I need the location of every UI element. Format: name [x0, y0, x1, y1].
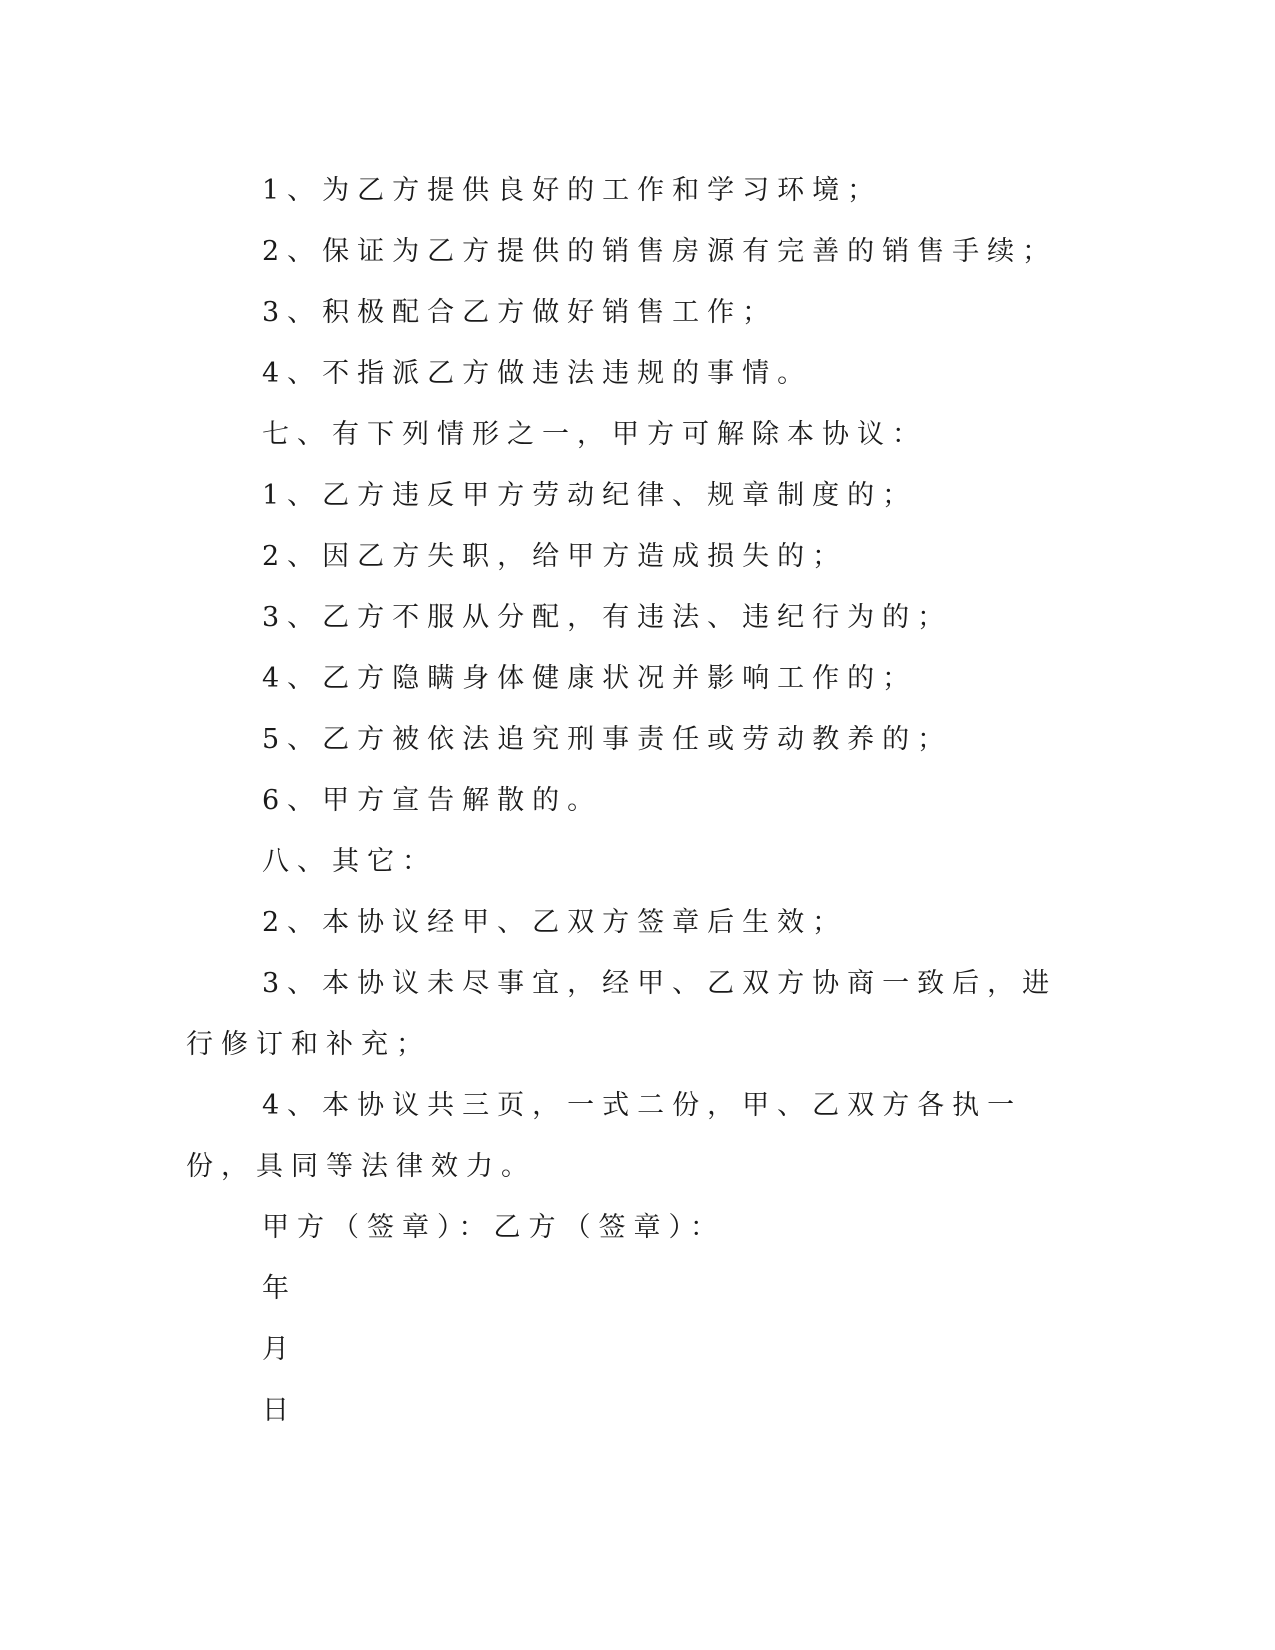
date-day-label: 日 [262, 1395, 297, 1426]
clause-paragraph: 2、因乙方失职，给甲方造成损失的； [262, 541, 848, 572]
document-body [186, 160, 1066, 1441]
section-heading: 八、其它： [262, 846, 437, 877]
section-heading: 七、有下列情形之一，甲方可解除本协议： [262, 419, 927, 450]
clause-paragraph: 6、甲方宣告解散的。 [262, 785, 603, 816]
clause-paragraph: 2、本协议经甲、乙双方签章后生效； [262, 907, 848, 938]
clause-paragraph: 4、乙方隐瞒身体健康状况并影响工作的； [262, 663, 918, 694]
clause-paragraph: 1、乙方违反甲方劳动纪律、规章制度的； [262, 480, 918, 511]
clause-paragraph: 3、积极配合乙方做好销售工作； [262, 297, 778, 328]
clause-paragraph: 4、不指派乙方做违法违规的事情。 [262, 358, 813, 389]
clause-paragraph: 1、为乙方提供良好的工作和学习环境； [262, 175, 883, 206]
clause-paragraph: 2、保证为乙方提供的销售房源有完善的销售手续； [262, 236, 1058, 267]
clause-paragraph: 3、乙方不服从分配，有违法、违纪行为的； [262, 602, 953, 633]
clause-paragraph: 3、本协议未尽事宜，经甲、乙双方协商一致后，进行修订和补充； [186, 968, 1058, 1060]
clause-paragraph: 5、乙方被依法追究刑事责任或劳动教养的； [262, 724, 953, 755]
clause-paragraph: 4、本协议共三页，一式二份，甲、乙双方各执一份，具同等法律效力。 [186, 1090, 1023, 1182]
signature-line: 甲方（签章）：乙方（签章）： [262, 1212, 725, 1243]
date-year-label: 年 [262, 1273, 297, 1304]
date-month-label: 月 [262, 1334, 297, 1365]
